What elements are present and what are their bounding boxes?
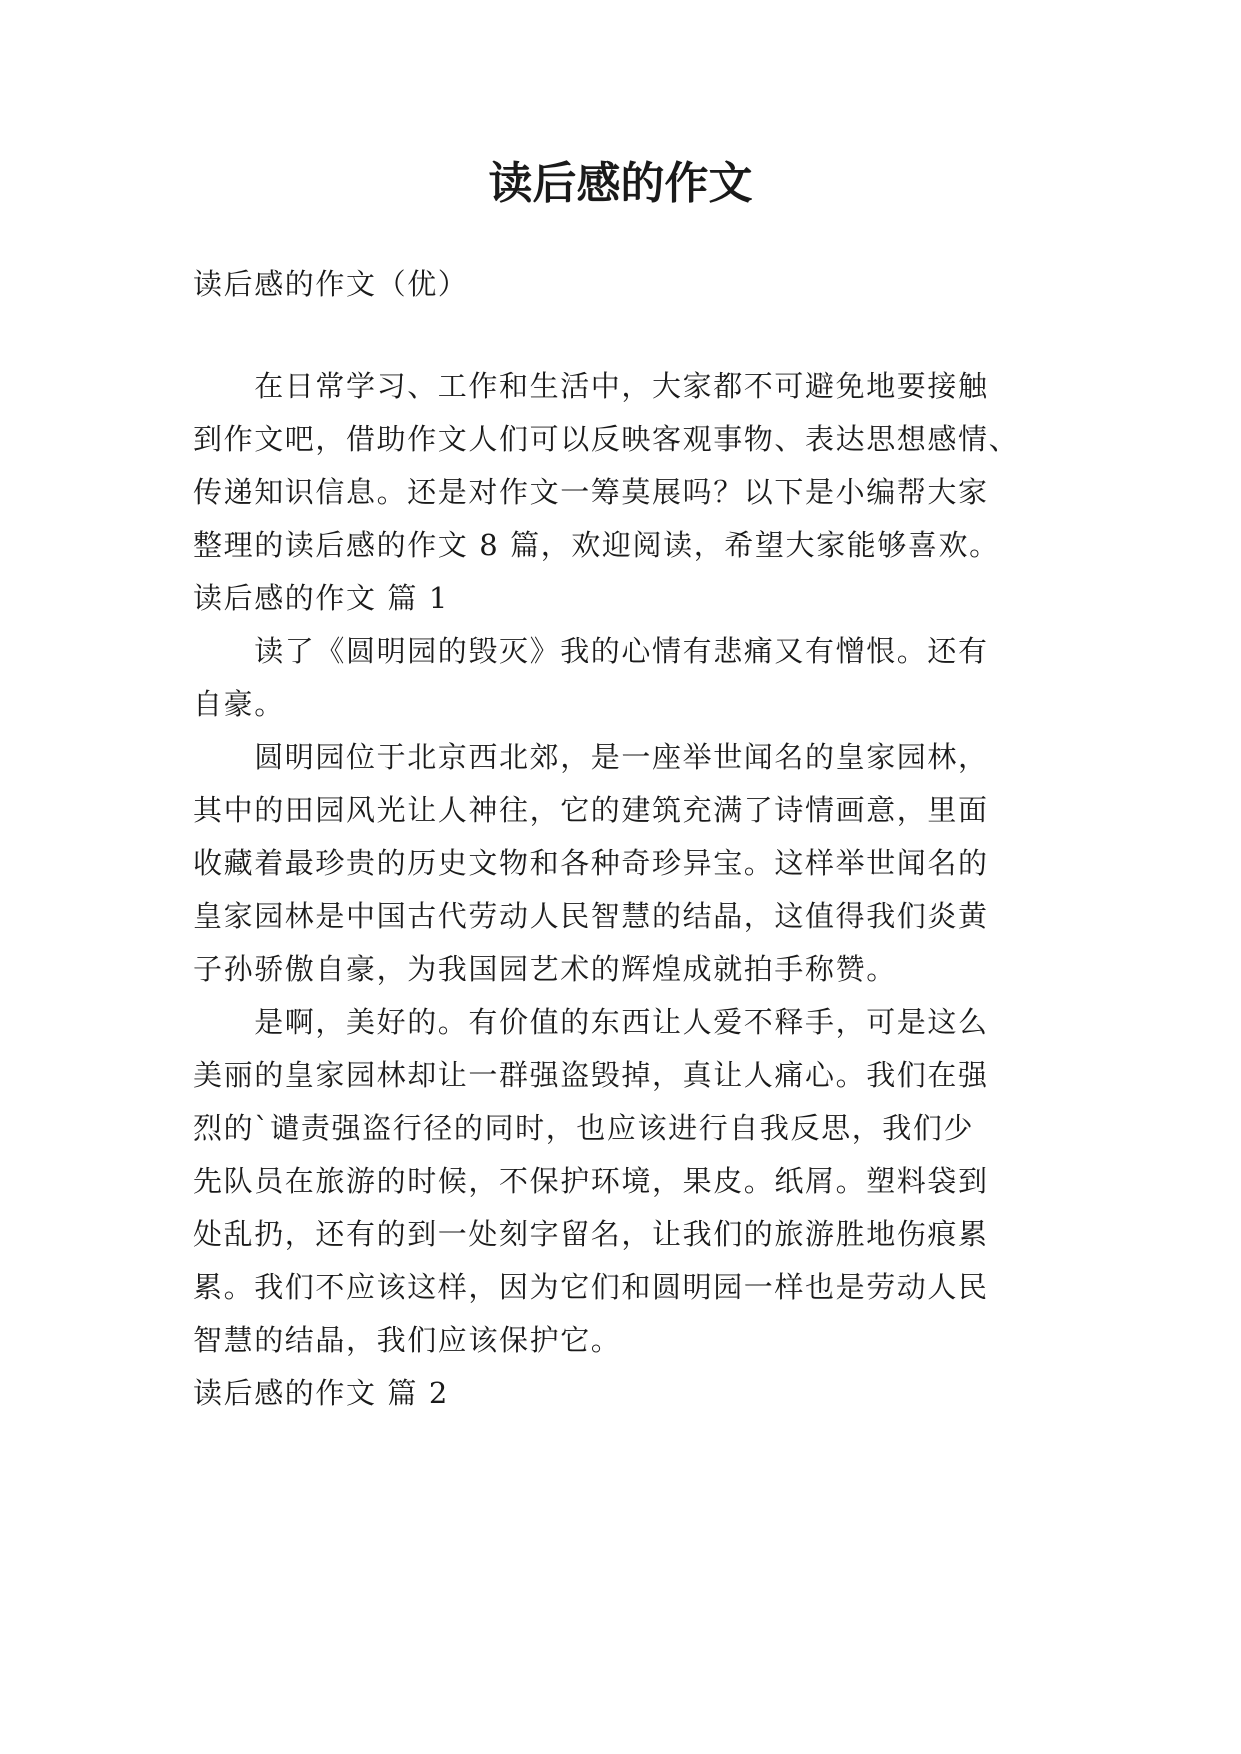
- text-line: 是啊，美好的。有价值的东西让人爱不释手，可是这么: [193, 1005, 989, 1039]
- text-line: 美丽的皇家园林却让一群强盗毁掉，真让人痛心。我们在强: [193, 1058, 989, 1092]
- text-line: 子孙骄傲自豪，为我国园艺术的辉煌成就拍手称赞。: [193, 952, 897, 986]
- text-line: 烈的`谴责强盗行径的同时，也应该进行自我反思，我们少: [193, 1111, 975, 1145]
- text-line: 读了《圆明园的毁灭》我的心情有悲痛又有憎恨。还有: [193, 634, 989, 668]
- text-line: 整理的读后感的作文 8 篇，欢迎阅读，希望大家能够喜欢。: [193, 528, 1000, 562]
- text-line: 累。我们不应该这样，因为它们和圆明园一样也是劳动人民: [193, 1270, 989, 1304]
- section-heading: 读后感的作文 篇 2: [193, 1376, 449, 1410]
- text-line: 先队员在旅游的时候，不保护环境，果皮。纸屑。塑料袋到: [193, 1164, 989, 1198]
- text-line: 传递知识信息。还是对作文一筹莫展吗？以下是小编帮大家: [193, 475, 989, 509]
- text-line: 智慧的结晶，我们应该保护它。: [193, 1323, 622, 1357]
- section-heading: 读后感的作文 篇 1: [193, 581, 449, 615]
- text-line: 圆明园位于北京西北郊，是一座举世闻名的皇家园林，: [193, 740, 989, 774]
- text-line: 在日常学习、工作和生活中，大家都不可避免地要接触: [193, 369, 989, 403]
- text-line: 自豪。: [193, 687, 285, 721]
- text-line: 其中的田园风光让人神往，它的建筑充满了诗情画意，里面: [193, 793, 989, 827]
- text-line: 到作文吧，借助作文人们可以反映客观事物、表达思想感情、: [193, 422, 1020, 456]
- text-line: 处乱扔，还有的到一处刻字留名，让我们的旅游胜地伤痕累: [193, 1217, 989, 1251]
- document-subtitle: 读后感的作文（优）: [193, 267, 469, 301]
- document-title: 读后感的作文: [488, 158, 753, 209]
- text-line: 皇家园林是中国古代劳动人民智慧的结晶，这值得我们炎黄: [193, 899, 989, 933]
- text-line: 收藏着最珍贵的历史文物和各种奇珍异宝。这样举世闻名的: [193, 846, 989, 880]
